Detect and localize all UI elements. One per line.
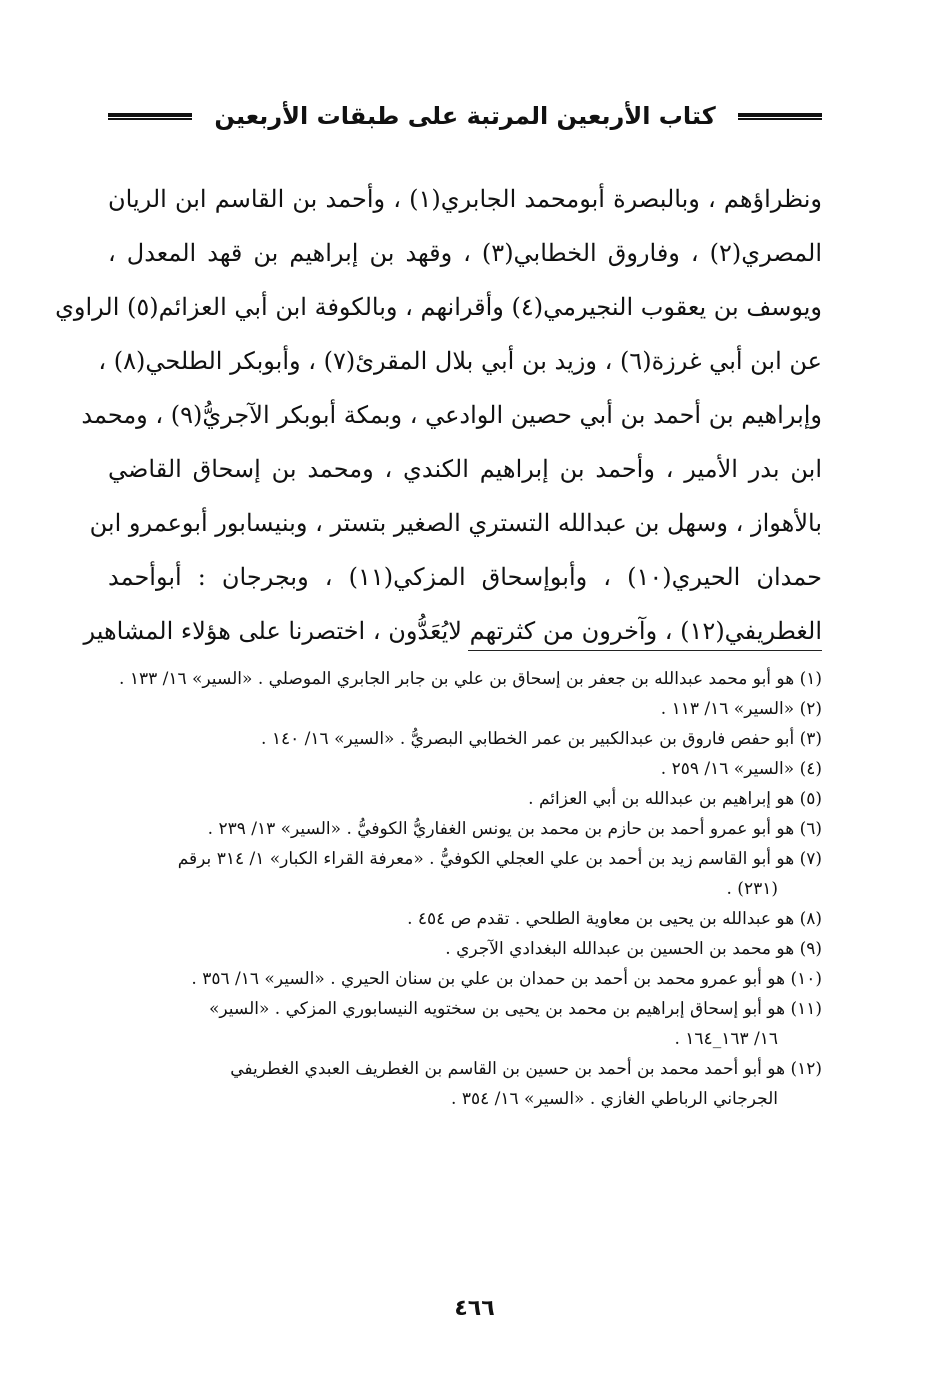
footnote-12-continuation: الجرجاني الرباطي الغازي . «السير» ١٦/ ٣٥٤ .: [451, 1089, 778, 1109]
header-title: كتاب الأربعين المرتبة على طبقات الأربعين: [214, 102, 716, 130]
footnote-3: (٣) أبو حفص فاروق بن عبدالكبير بن عمر الخطابي البصريُّ . «السير» ١٦/ ١٤٠ .: [261, 729, 822, 749]
body-line: الغطريفي(١٢) ، وآخرون من كثرتهم لايُعَدُّون ، اختصرنا على هؤلاء المشاهير: [83, 617, 822, 645]
footnote-6: (٦) هو أبو عمرو أحمد بن حازم بن محمد بن يونس الغفاريُّ الكوفيُّ . «السير» ١٣/ ٢٣٩ .: [207, 819, 822, 839]
footnote-separator: [468, 650, 822, 651]
main-text: [55, 172, 822, 658]
header-rule-right: [108, 113, 192, 120]
footnote-7: (٧) هو أبو القاسم زيد بن أحمد بن علي العجلي الكوفيُّ . «معرفة القراء الكبار» ١/ ٣١٤ برقم: [177, 849, 822, 869]
header-rule-left: [738, 113, 822, 120]
body-line: وإبراهيم بن أحمد بن أبي حصين الوادعي ، وبمكة أبوبكر الآجريُّ(٩) ، ومحمد: [81, 401, 822, 429]
footnote-8: (٨) هو عبدالله بن يحيى بن معاوية الطلحي . تقدم ص ٤٥٤ .: [407, 909, 822, 929]
page-number: ٤٦٦: [454, 1296, 495, 1321]
body-line: عن ابن أبي غرزة(٦) ، وزيد بن أبي بلال المقرئ(٧) ، وأبوبكر الطلحي(٨) ،: [98, 347, 822, 375]
footnote-9: (٩) هو محمد بن الحسين بن عبدالله البغدادي الآجري .: [445, 939, 822, 959]
footnote-12: (١٢) هو أبو أحمد محمد بن أحمد بن حسين بن القاسم بن الغطريف العبدي الغطريفي: [230, 1059, 822, 1079]
footnote-7-continuation: (٢٣١) .: [726, 879, 778, 899]
footnote-11: (١١) هو أبو إسحاق إبراهيم بن محمد بن يحيى بن سختويه النيسابوري المزكي . «السير»: [209, 999, 822, 1019]
body-line: بالأهواز ، وسهل بن عبدالله التستري الصغير بتستر ، وبنيسابور أبوعمرو ابن: [89, 509, 822, 537]
footnotes: [108, 664, 822, 1114]
footnote-4: (٤) «السير» ١٦/ ٢٥٩ .: [660, 759, 822, 779]
body-line: ويوسف بن يعقوب النجيرمي(٤) وأقرانهم ، وبالكوفة ابن أبي العزائم(٥) الراوي: [55, 293, 822, 321]
footnote-5: (٥) هو إبراهيم بن عبدالله بن أبي العزائم .: [528, 789, 822, 809]
body-line: المصري(٢) ، وفاروق الخطابي(٣) ، وقهد بن إبراهيم بن قهد المعدل ،: [108, 239, 822, 267]
footnote-2: (٢) «السير» ١٦/ ١١٣ .: [660, 699, 822, 719]
running-header: [108, 96, 822, 136]
body-line: ابن بدر الأمير ، وأحمد بن إبراهيم الكندي ، ومحمد بن إسحاق القاضي: [108, 455, 822, 483]
footnote-11-continuation: ١٦/ ١٦٣_١٦٤ .: [674, 1029, 778, 1049]
body-line: حمدان الحيري(١٠) ، وأبوإسحاق المزكي(١١) ، وبجرجان : أبوأحمد: [108, 563, 822, 591]
body-line: ونظراؤهم ، وبالبصرة أبومحمد الجابري(١) ، وأحمد بن القاسم ابن الريان: [108, 185, 822, 213]
footnote-1: (١) هو أبو محمد عبدالله بن جعفر بن إسحاق بن علي بن جابر الجابري الموصلي . «السير» ١٦/ ١٣٣ .: [119, 669, 822, 689]
footnote-10: (١٠) هو أبو عمرو محمد بن أحمد بن حمدان بن علي بن سنان الحيري . «السير» ١٦/ ٣٥٦ .: [191, 969, 822, 989]
